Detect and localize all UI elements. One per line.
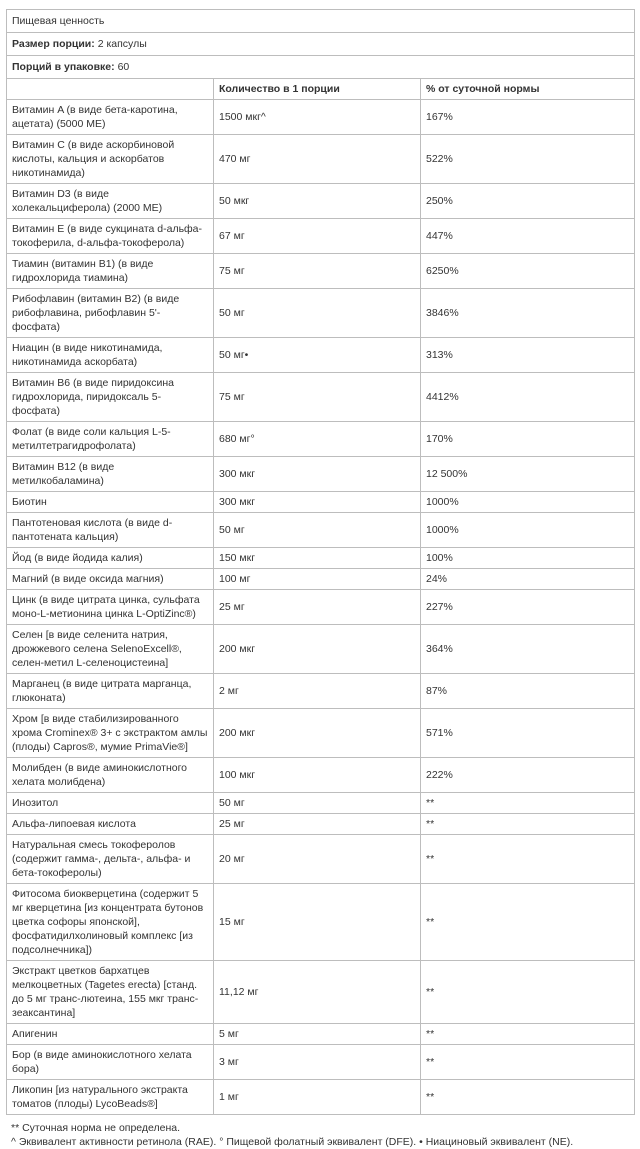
table-row [7,100,635,135]
table-row [7,548,635,569]
nutrient-amount: 50 мкг [214,184,421,219]
nutrient-amount: 75 мг [214,254,421,289]
table-row [7,457,635,492]
nutrient-daily-value: ** [421,793,635,814]
table-row [7,1045,635,1080]
nutrient-name: Витамин B6 (в виде пиридоксина гидрохлорида, пиридоксаль 5-фосфата) [7,373,214,422]
table-row [7,254,635,289]
column-header-daily-value: % от суточной нормы [421,79,635,100]
nutrient-daily-value: 24% [421,569,635,590]
nutrition-table [6,9,635,1115]
nutrient-amount: 680 мг° [214,422,421,457]
nutrient-daily-value: 364% [421,625,635,674]
table-row [7,884,635,961]
nutrient-amount: 25 мг [214,590,421,625]
table-row [7,961,635,1024]
nutrient-name: Альфа-липоевая кислота [7,814,214,835]
nutrient-amount: 470 мг [214,135,421,184]
nutrient-daily-value: ** [421,961,635,1024]
nutrient-amount: 50 мг [214,289,421,338]
nutrient-daily-value: 3846% [421,289,635,338]
footnote-equivalents: ^ Эквивалент активности ретинола (RAE). ° Пищевой фолатный эквивалент (DFE). • Ниациновый эквивалент (NE). [11,1136,574,1148]
nutrient-name: Тиамин (витамин B1) (в виде гидрохлорида тиамина) [7,254,214,289]
nutrient-amount: 50 мг [214,513,421,548]
nutrient-name: Селен [в виде селенита натрия, дрожжевого селена SelenoExcell®, селен-метил L-селеноцистеина] [7,625,214,674]
nutrient-daily-value: ** [421,884,635,961]
nutrient-daily-value: ** [421,814,635,835]
column-header-nutrient [7,79,214,100]
nutrient-name: Фолат (в виде соли кальция L-5-метилтетрагидрофолата) [7,422,214,457]
nutrient-amount: 50 мг [214,793,421,814]
table-row [7,219,635,254]
nutrient-amount: 75 мг [214,373,421,422]
nutrient-amount: 200 мкг [214,625,421,674]
table-row [7,835,635,884]
nutrient-name: Экстракт цветков бархатцев мелкоцветных (Tagetes erecta) [станд. до 5 мг транс-лютеина, 155 мкг транс-зеаксантина] [7,961,214,1024]
nutrient-amount: 2 мг [214,674,421,709]
nutrient-name: Витамин B12 (в виде метилкобаламина) [7,457,214,492]
nutrient-daily-value: 87% [421,674,635,709]
serving-size-row [7,33,635,56]
table-row [7,674,635,709]
nutrient-daily-value: 522% [421,135,635,184]
nutrient-amount: 200 мкг [214,709,421,758]
column-header-amount: Количество в 1 порции [214,79,421,100]
nutrient-name: Магний (в виде оксида магния) [7,569,214,590]
nutrient-name: Хром [в виде стабилизированного хрома Crominex® 3+ с экстрактом амлы (плоды) Capros®, мумие PrimaVie®] [7,709,214,758]
nutrient-name: Пантотеновая кислота (в виде d-пантотената кальция) [7,513,214,548]
nutrient-daily-value: 227% [421,590,635,625]
nutrient-name: Марганец (в виде цитрата марганца, глюконата) [7,674,214,709]
nutrient-daily-value: 1000% [421,513,635,548]
nutrient-name: Витамин A (в виде бета-каротина, ацетата) (5000 МЕ) [7,100,214,135]
servings-per-container-row [7,56,635,79]
table-row [7,373,635,422]
nutrient-name: Рибофлавин (витамин B2) (в виде рибофлавина, рибофлавин 5'-фосфата) [7,289,214,338]
nutrient-name: Биотин [7,492,214,513]
table-row [7,184,635,219]
nutrient-name: Ликопин [из натурального экстракта томатов (плоды) LycoBeads®] [7,1080,214,1115]
nutrient-daily-value: 6250% [421,254,635,289]
nutrient-name: Бор (в виде аминокислотного хелата бора) [7,1045,214,1080]
table-row [7,1024,635,1045]
table-row [7,793,635,814]
nutrient-name: Фитосома биокверцетина (содержит 5 мг кверцетина [из концентрата бутонов цветка софоры японской], фосфатидилхолиновый комплекс [из подсолнечника]) [7,884,214,961]
title-row [7,10,635,33]
nutrient-daily-value: 447% [421,219,635,254]
nutrient-amount: 20 мг [214,835,421,884]
nutrient-name: Ниацин (в виде никотинамида, никотинамида аскорбата) [7,338,214,373]
table-row [7,422,635,457]
nutrient-daily-value: ** [421,835,635,884]
nutrient-amount: 150 мкг [214,548,421,569]
nutrient-amount: 100 мкг [214,758,421,793]
nutrient-daily-value: 4412% [421,373,635,422]
footnotes [11,1121,635,1149]
table-row [7,1080,635,1115]
servings-per-container-label: Порций в упаковке: [12,61,115,73]
nutrient-daily-value: 313% [421,338,635,373]
nutrient-daily-value: 1000% [421,492,635,513]
nutrient-amount: 300 мкг [214,457,421,492]
nutrient-amount: 1 мг [214,1080,421,1115]
nutrient-name: Апигенин [7,1024,214,1045]
nutrient-daily-value: 222% [421,758,635,793]
nutrient-amount: 11,12 мг [214,961,421,1024]
table-row [7,338,635,373]
nutrient-amount: 67 мг [214,219,421,254]
nutrient-name: Витамин D3 (в виде холекальциферола) (2000 МЕ) [7,184,214,219]
nutrient-daily-value: ** [421,1024,635,1045]
table-row [7,625,635,674]
nutrient-amount: 5 мг [214,1024,421,1045]
nutrient-name: Натуральная смесь токоферолов (содержит гамма-, дельта-, альфа- и бета-токоферолы) [7,835,214,884]
nutrient-amount: 300 мкг [214,492,421,513]
column-header-row [7,79,635,100]
table-row [7,758,635,793]
nutrient-daily-value: 170% [421,422,635,457]
nutrient-daily-value: 250% [421,184,635,219]
nutrient-daily-value: ** [421,1080,635,1115]
nutrient-amount: 1500 мкг^ [214,100,421,135]
nutrient-daily-value: 12 500% [421,457,635,492]
table-row [7,492,635,513]
nutrient-daily-value: 167% [421,100,635,135]
nutrient-amount: 25 мг [214,814,421,835]
nutrient-amount: 3 мг [214,1045,421,1080]
nutrient-name: Витамин C (в виде аскорбиновой кислоты, кальция и аскорбатов никотинамида) [7,135,214,184]
servings-per-container-value: 60 [117,61,130,73]
nutrient-daily-value: 100% [421,548,635,569]
table-row [7,513,635,548]
serving-size-label: Размер порции: [12,38,95,50]
nutrient-amount: 50 мг• [214,338,421,373]
nutrient-name: Витамин E (в виде сукцината d-альфа-токоферила, d-альфа-токоферола) [7,219,214,254]
nutrient-amount: 15 мг [214,884,421,961]
nutrient-name: Цинк (в виде цитрата цинка, сульфата моно-L-метионина цинка L-OptiZinc®) [7,590,214,625]
table-row [7,590,635,625]
table-row [7,289,635,338]
footnote-undefined-dv: ** Суточная норма не определена. [11,1122,181,1134]
nutrient-daily-value: ** [421,1045,635,1080]
nutrient-name: Йод (в виде йодида калия) [7,548,214,569]
nutrient-daily-value: 571% [421,709,635,758]
table-row [7,709,635,758]
table-row [7,135,635,184]
serving-size-value: 2 капсулы [97,38,147,50]
nutrient-amount: 100 мг [214,569,421,590]
nutrient-name: Инозитол [7,793,214,814]
table-row [7,569,635,590]
nutrient-name: Молибден (в виде аминокислотного хелата молибдена) [7,758,214,793]
table-row [7,814,635,835]
table-title: Пищевая ценность [7,10,635,33]
